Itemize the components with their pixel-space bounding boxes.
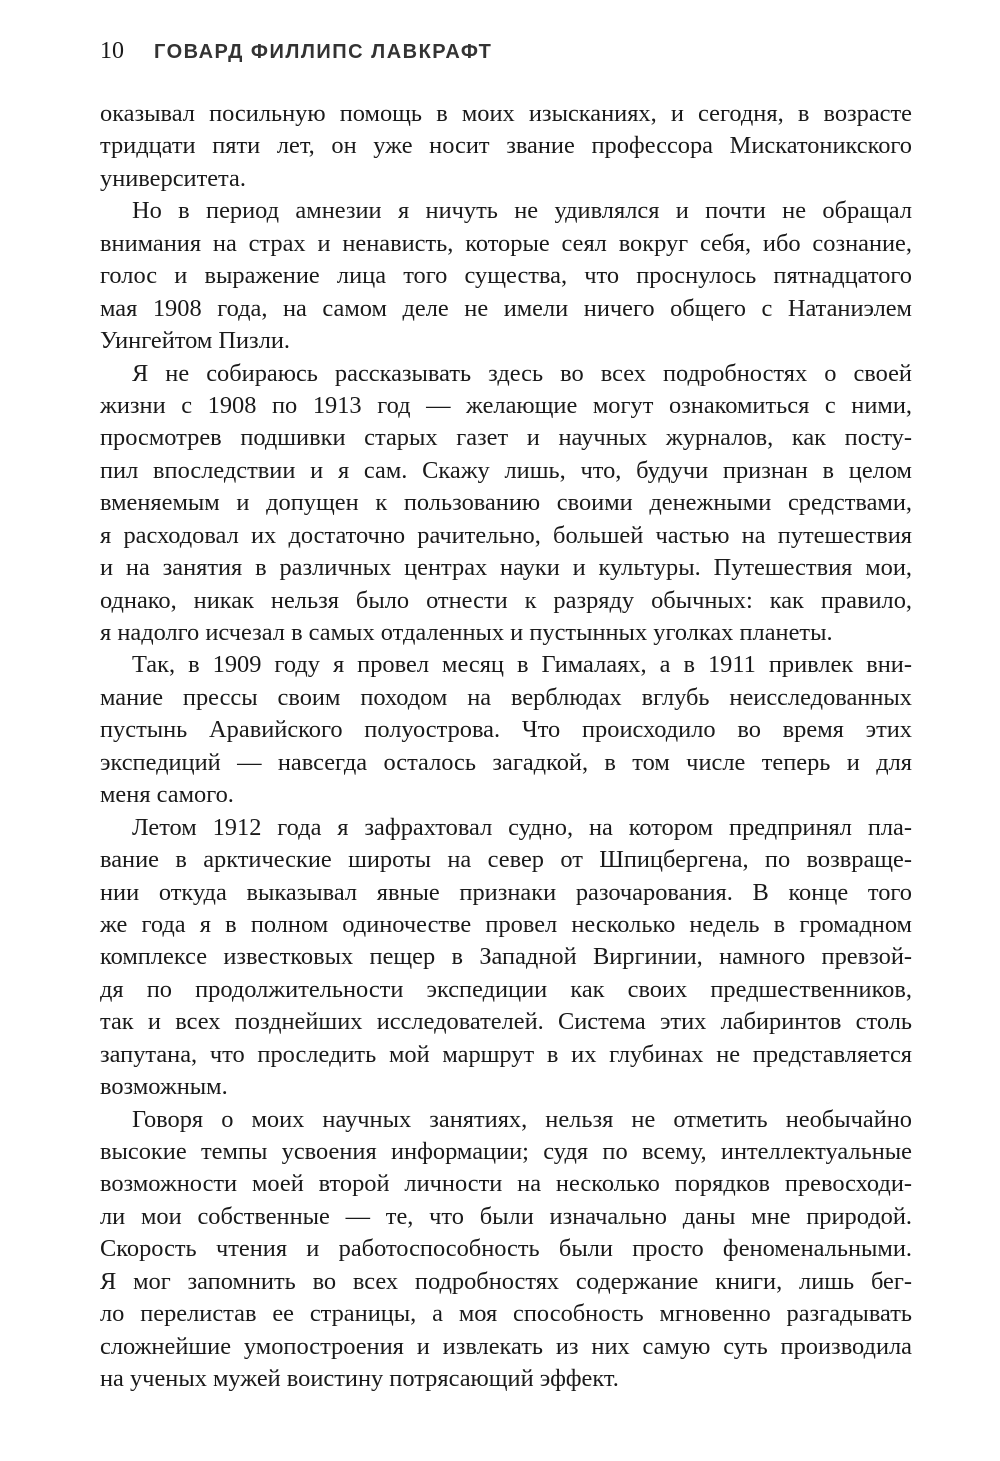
text-line	[100, 358, 912, 390]
text-line-content: Уингейтом Пизли.	[100, 327, 291, 355]
text-line	[100, 552, 912, 584]
text-line-content: Летом 1912 года я зафрахтовал судно, на котором предпринял пла-	[132, 813, 912, 841]
text-line	[100, 293, 912, 325]
running-title: ГОВАРД ФИЛЛИПС ЛАВКРАФТ	[154, 41, 493, 63]
text-line	[100, 1331, 912, 1363]
text-line-content: высокие темпы усвоения информации; судя по всему, интеллектуальные	[100, 1138, 912, 1165]
text-line-content: Я мог запомнить во всех подробностях содержание книги, лишь бег-	[100, 1267, 912, 1295]
text-line-content: и на занятия в различных центрах науки и культуры. Путешествия мои,	[100, 554, 912, 582]
text-line-content: голос и выражение лица того существа, что проснулось пятнадцатого	[100, 262, 912, 290]
text-line	[100, 1233, 912, 1265]
text-line-content: нии откуда выказывал явные признаки разочарования. В конце того	[100, 878, 912, 906]
text-line-content: сложнейшие умопостроения и извлекать из них самую суть производила	[100, 1332, 912, 1360]
text-line	[100, 455, 912, 487]
text-line-content: запутана, что проследить мой маршрут в их глубинах не представляется	[100, 1040, 912, 1068]
text-line	[100, 617, 912, 649]
text-line-content: вание в арктические широты на север от Шпицбергена, по возвраще-	[100, 846, 912, 874]
text-line	[100, 1363, 912, 1395]
text-line	[100, 1201, 912, 1233]
text-line	[100, 163, 912, 195]
text-line	[100, 877, 912, 909]
text-line-content: я расходовал их достаточно рачительно, большей частью на путешествия	[100, 521, 912, 549]
text-line	[100, 390, 912, 422]
text-line-content: Я не собираюсь рассказывать здесь во всех подробностях о своей	[132, 359, 912, 387]
text-line	[100, 130, 912, 162]
text-line-content: Но в период амнезии я ничуть не удивлялся и почти не обращал	[132, 197, 912, 225]
text-line-content: комплексе известковых пещер в Западной Виргинии, намного превзой-	[100, 943, 912, 971]
text-line	[100, 1006, 912, 1038]
text-line	[100, 844, 912, 876]
text-line-content: экспедиций — навсегда осталось загадкой, в том числе теперь и для	[100, 748, 912, 776]
text-line	[100, 909, 912, 941]
text-line-content: Так, в 1909 году я провел месяц в Гималаях, а в 1911 привлек вни-	[132, 651, 912, 679]
text-line	[100, 941, 912, 973]
text-line-content: Скорость чтения и работоспособность были просто феноменальными.	[100, 1235, 912, 1263]
text-line	[100, 98, 912, 130]
body-text	[100, 98, 912, 1396]
text-line-content: внимания на страх и ненависть, которые сеял вокруг себя, ибо сознание,	[100, 229, 912, 257]
running-head	[100, 38, 910, 72]
text-line-content: я надолго исчезал в самых отдаленных и пустынных уголках планеты.	[100, 619, 833, 646]
text-line-content: тридцати пяти лет, он уже носит звание профессора Мискатоникского	[100, 132, 912, 160]
text-line-content: пустынь Аравийского полуострова. Что происходило во время этих	[100, 716, 912, 744]
text-line	[100, 1039, 912, 1071]
page-number: 10	[100, 38, 124, 64]
text-line	[100, 1298, 912, 1330]
text-line-content: пил впоследствии и я сам. Скажу лишь, что, будучи признан в целом	[100, 456, 912, 484]
text-line	[100, 325, 912, 357]
text-line-content: ли мои собственные — те, что были изначально даны мне природой.	[100, 1202, 912, 1230]
text-line-content: просмотрев подшивки старых газет и научных журналов, как посту-	[100, 424, 912, 452]
text-line-content: жизни с 1908 по 1913 год — желающие могут ознакомиться с ними,	[100, 391, 912, 419]
text-line-content: так и всех позднейших исследователей. Система этих лабиринтов столь	[100, 1008, 912, 1036]
text-line	[100, 487, 912, 519]
text-line-content: мая 1908 года, на самом деле не имели ничего общего с Натаниэлем	[100, 294, 912, 322]
text-line	[100, 228, 912, 260]
text-line	[100, 1266, 912, 1298]
text-line-content: вменяемым и допущен к пользованию своими денежными средствами,	[100, 489, 912, 517]
text-line-content: оказывал посильную помощь в моих изысканиях, и сегодня, в возрасте	[100, 100, 912, 127]
text-line-content: университета.	[100, 164, 246, 192]
text-line	[100, 422, 912, 454]
text-line	[100, 649, 912, 681]
text-line-content: меня самого.	[100, 781, 234, 809]
text-line	[100, 520, 912, 552]
text-line	[100, 779, 912, 811]
text-line	[100, 747, 912, 779]
text-line	[100, 1136, 912, 1168]
text-line	[100, 714, 912, 746]
text-line-content: ло перелистав ее страницы, а моя способность мгновенно разгадывать	[100, 1300, 912, 1328]
text-line-content: возможности моей второй личности на несколько порядков превосходи-	[100, 1170, 912, 1198]
text-line	[100, 1168, 912, 1200]
text-line-content: на ученых мужей воистину потрясающий эффект.	[100, 1365, 619, 1393]
text-line	[100, 585, 912, 617]
text-line-content: мание прессы своим походом на верблюдах вглубь неисследованных	[100, 683, 912, 711]
text-line	[100, 812, 912, 844]
text-line	[100, 974, 912, 1006]
text-line-content: дя по продолжительности экспедиции как своих предшественников,	[100, 975, 912, 1003]
text-line	[100, 195, 912, 227]
text-line	[100, 1104, 912, 1136]
text-line	[100, 260, 912, 292]
text-line-content: Говоря о моих научных занятиях, нельзя не отметить необычайно	[132, 1105, 912, 1133]
text-line-content: однако, никак нельзя было отнести к разряду обычных: как правило,	[100, 586, 912, 614]
text-line	[100, 1071, 912, 1103]
text-line-content: же года я в полном одиночестве провел несколько недель в громадном	[100, 910, 912, 938]
text-line	[100, 682, 912, 714]
text-line-content: возможным.	[100, 1073, 228, 1101]
